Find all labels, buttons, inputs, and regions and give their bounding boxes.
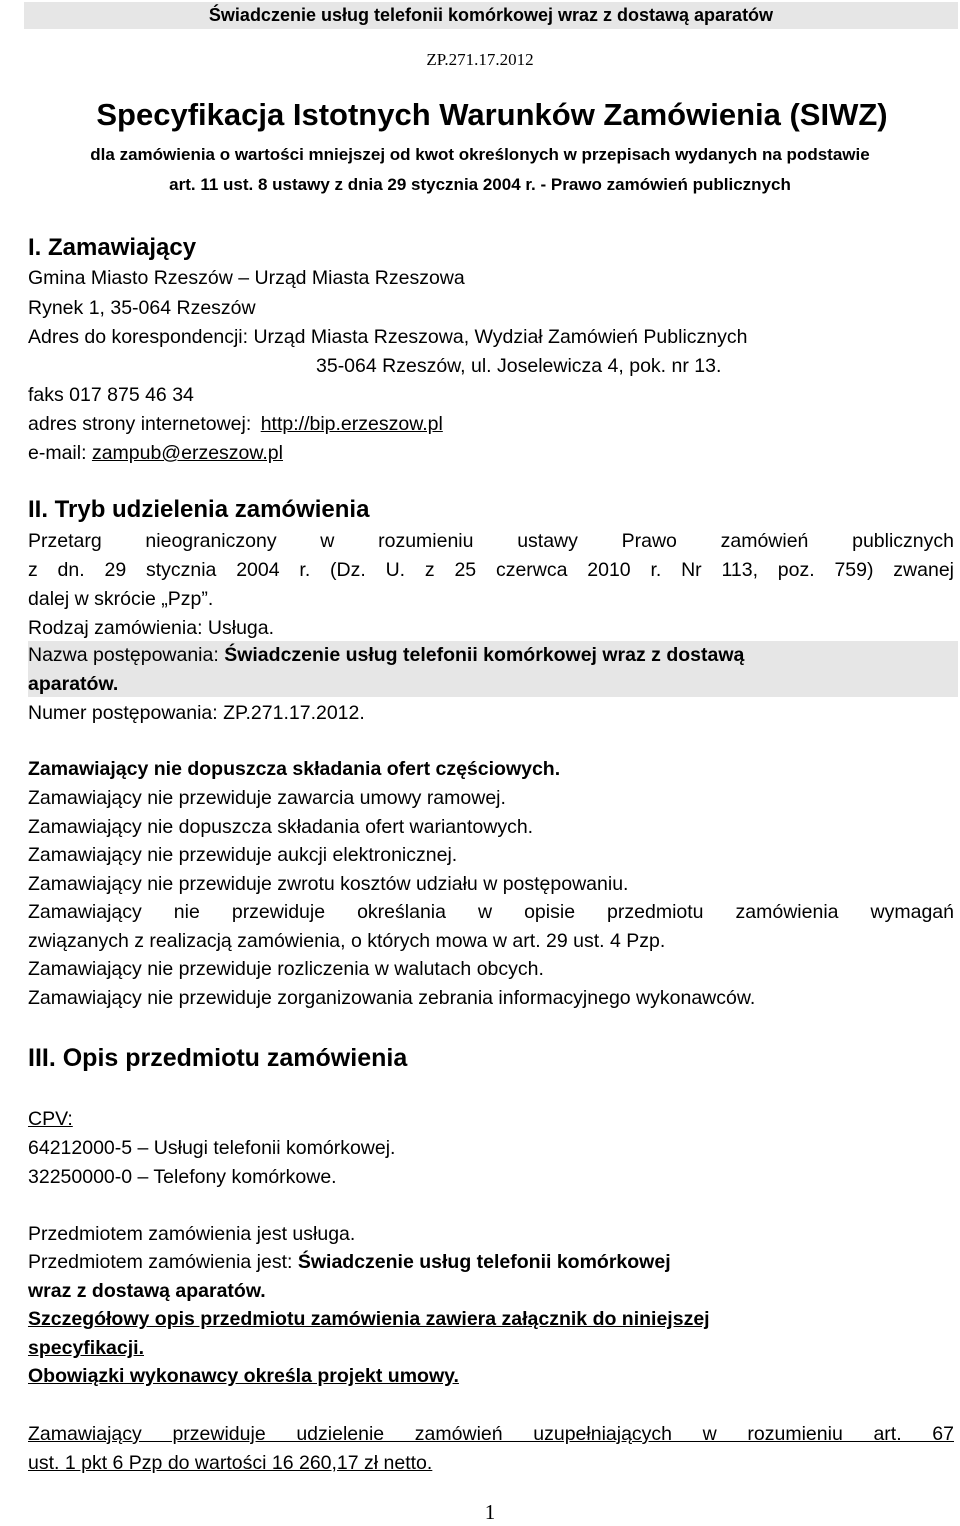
subject-label: Przedmiotem zamówienia jest: [28,1251,293,1273]
subject-line-2: wraz z dostawą aparatów. [28,1280,266,1302]
statement-6: Zamawiający nie przewiduje zorganizowania zebrania informacyjnego wykonawców. [28,987,756,1009]
statement-4: Zamawiający nie przewiduje zwrotu kosztów udziału w postępowaniu. [28,873,629,895]
website-label: adres strony internetowej: [28,413,252,435]
email-label: e-mail: [28,442,87,464]
document-title: Specyfikacja Istotnych Warunków Zamówienia (SIWZ) [96,97,888,132]
subtitle-line-1: dla zamówienia o wartości mniejszej od kwot określonych w przepisach wydanych na podstawie [90,145,870,164]
detailed-description-line-1: Szczegółowy opis przedmiotu zamówienia zawiera załącznik do niniejszej [28,1308,710,1330]
top-banner: Świadczenie usług telefonii komórkowej wraz z dostawą aparatów [24,2,958,29]
reference-number: ZP.271.17.2012 [426,50,534,69]
website-line [28,410,443,439]
procedure-name-value: Świadczenie usług telefonii komórkowej wraz z dostawą [224,644,745,666]
website-link[interactable]: http://bip.erzeszow.pl [260,413,443,435]
procedure-number: Numer postępowania: ZP.271.17.2012. [28,702,365,724]
no-partial-offers: Zamawiający nie dopuszcza składania ofert częściowych. [28,758,561,780]
tender-mode-line-1: Przetarg nieograniczony w rozumieniu ustawy Prawo zamówień publicznych [28,530,954,552]
procedure-name-line-2: aparatów. [28,673,119,695]
cpv-label: CPV: [28,1108,73,1130]
tender-mode-line-3: dalej w skrócie „Pzp”. [28,588,214,610]
procedure-name-line-1 [28,641,744,670]
section-3-heading: III. Opis przedmiotu zamówienia [28,1044,408,1072]
correspondence-street: 35-064 Rzeszów, ul. Joselewicza 4, pok. nr 13. [316,355,722,377]
supplementary-orders-line-1: Zamawiający przewiduje udzielenie zamówień uzupełniających w rozumieniu art. 67 [28,1423,954,1445]
subtitle-line-2: art. 11 ust. 8 ustawy z dnia 29 stycznia 2004 r. - Prawo zamówień publicznych [169,175,791,194]
cpv-code-2: 32250000-0 – Telefony komórkowe. [28,1166,337,1188]
requirements-line-1: Zamawiający nie przewiduje określania w opisie przedmiotu zamówienia wymagań [28,901,954,923]
section-1-heading: I. Zamawiający [28,234,197,261]
statement-3: Zamawiający nie przewiduje aukcji elektronicznej. [28,844,458,866]
fax-number: faks 017 875 46 34 [28,384,194,406]
procedure-name-label: Nazwa postępowania: [28,644,219,666]
statement-2: Zamawiający nie dopuszcza składania ofert wariantowych. [28,816,534,838]
contractor-obligations: Obowiązki wykonawcy określa projekt umowy. [28,1365,459,1387]
statement-1: Zamawiający nie przewiduje zawarcia umowy ramowej. [28,787,506,809]
subject-service: Przedmiotem zamówienia jest usługa. [28,1223,356,1245]
document-subtitle [0,140,960,200]
email-link[interactable]: zampub@erzeszow.pl [91,442,283,464]
page-number: 1 [484,1500,496,1524]
supplementary-orders-line-2: ust. 1 pkt 6 Pzp do wartości 16 260,17 zł netto. [28,1452,433,1474]
section-2-heading: II. Tryb udzielenia zamówienia [28,496,370,523]
email-line [28,439,283,468]
subject-line-1 [28,1248,671,1277]
correspondence-address: Adres do korespondencji: Urząd Miasta Rzeszowa, Wydział Zamówień Publicznych [28,326,748,348]
requirements-line-2: związanych z realizacją zamówienia, o których mowa w art. 29 ust. 4 Pzp. [28,930,666,952]
statement-5: Zamawiający nie przewiduje rozliczenia w walutach obcych. [28,958,544,980]
detailed-description-line-2: specyfikacji. [28,1337,144,1359]
subject-value: Świadczenie usług telefonii komórkowej [297,1251,671,1273]
contracting-authority-name: Gmina Miasto Rzeszów – Urząd Miasta Rzeszowa [28,267,465,289]
tender-mode-line-2: z dn. 29 stycznia 2004 r. (Dz. U. z 25 czerwca 2010 r. Nr 113, poz. 759) zwanej [28,559,954,581]
cpv-code-1: 64212000-5 – Usługi telefonii komórkowej. [28,1137,396,1159]
contracting-authority-address: Rynek 1, 35-064 Rzeszów [28,297,256,319]
order-type: Rodzaj zamówienia: Usługa. [28,617,275,639]
